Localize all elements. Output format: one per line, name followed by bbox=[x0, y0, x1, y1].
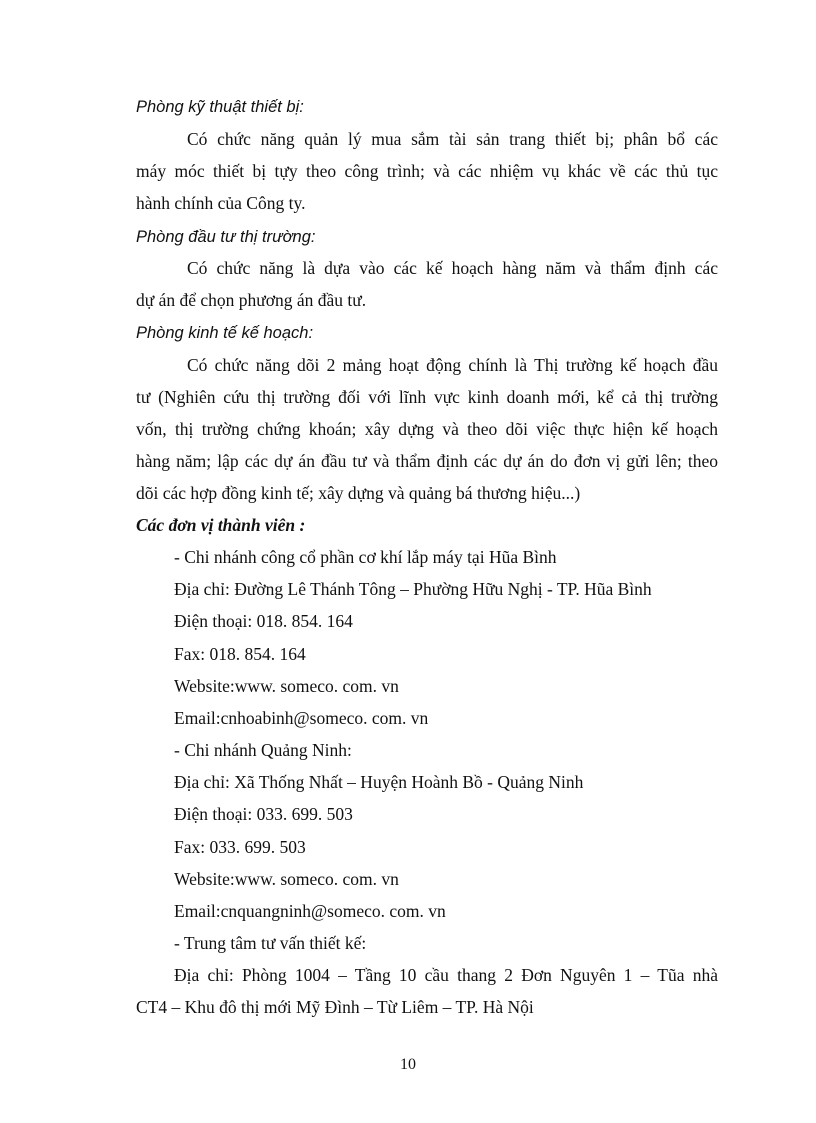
branch-fax: Fax: 033. 699. 503 bbox=[174, 837, 306, 857]
paragraph-line: Có chức năng là dựa vào các kế hoạch hàng năm và thẩm định các bbox=[187, 258, 718, 278]
branch-address: Địa chỉ: Xã Thống Nhất – Huyện Hoành Bồ - Quảng Ninh bbox=[174, 772, 584, 792]
paragraph-line: dự án để chọn phương án đầu tư. bbox=[136, 290, 367, 310]
branch-title: - Trung tâm tư vấn thiết kế: bbox=[174, 933, 367, 953]
paragraph-line: Có chức năng dõi 2 mảng hoạt động chính là Thị trường kế hoạch đầu bbox=[187, 355, 718, 375]
branch-address: Địa chỉ: Đường Lê Thánh Tông – Phường Hữu Nghị - TP. Hũa Bình bbox=[174, 579, 652, 599]
branch-address-continued: CT4 – Khu đô thị mới Mỹ Đình – Từ Liêm – TP. Hà Nội bbox=[136, 997, 534, 1017]
paragraph-line: Có chức năng quản lý mua sắm tài sản trang thiết bị; phân bổ các bbox=[187, 129, 718, 149]
branch-website: Website:www. someco. com. vn bbox=[174, 676, 399, 696]
branch-fax: Fax: 018. 854. 164 bbox=[174, 644, 306, 664]
section-heading-kinh-te: Phòng kinh tế kế hoạch: bbox=[136, 324, 314, 342]
paragraph-line: hành chính của Công ty. bbox=[136, 193, 306, 213]
branch-title: - Chi nhánh công cổ phần cơ khí lắp máy tại Hũa Bình bbox=[174, 547, 557, 567]
paragraph-line: dõi các hợp đồng kinh tế; xây dựng và quảng bá thương hiệu...) bbox=[136, 483, 581, 503]
paragraph-line: tư (Nghiên cứu thị trường đối với lĩnh vực kinh doanh mới, kể cả thị trường bbox=[136, 387, 718, 407]
branch-email: Email:cnquangninh@someco. com. vn bbox=[174, 901, 446, 921]
branch-website: Website:www. someco. com. vn bbox=[174, 869, 399, 889]
paragraph-line: hàng năm; lập các dự án đầu tư và thẩm định các dự án do đơn vị gửi lên; theo bbox=[136, 451, 718, 471]
branch-address: Địa chỉ: Phòng 1004 – Tầng 10 cầu thang 2 Đơn Nguyên 1 – Tũa nhà bbox=[174, 965, 718, 985]
page-number: 10 bbox=[400, 1056, 416, 1073]
branch-phone: Điện thoại: 033. 699. 503 bbox=[174, 804, 353, 824]
paragraph-line: máy móc thiết bị tựy theo công trình; và các nhiệm vụ khác về các thủ tục bbox=[136, 161, 718, 181]
section-heading-don-vi: Các đơn vị thành viên : bbox=[136, 515, 306, 535]
branch-email: Email:cnhoabinh@someco. com. vn bbox=[174, 708, 429, 728]
branch-title: - Chi nhánh Quảng Ninh: bbox=[174, 740, 352, 760]
section-heading-ky-thuat: Phòng kỹ thuật thiết bị: bbox=[136, 98, 304, 116]
branch-phone: Điện thoại: 018. 854. 164 bbox=[174, 611, 353, 631]
section-heading-dau-tu: Phòng đầu tư thị trường: bbox=[136, 228, 316, 246]
paragraph-line: vốn, thị trường chứng khoán; xây dựng và theo dõi việc thực hiện kế hoạch bbox=[136, 419, 718, 439]
